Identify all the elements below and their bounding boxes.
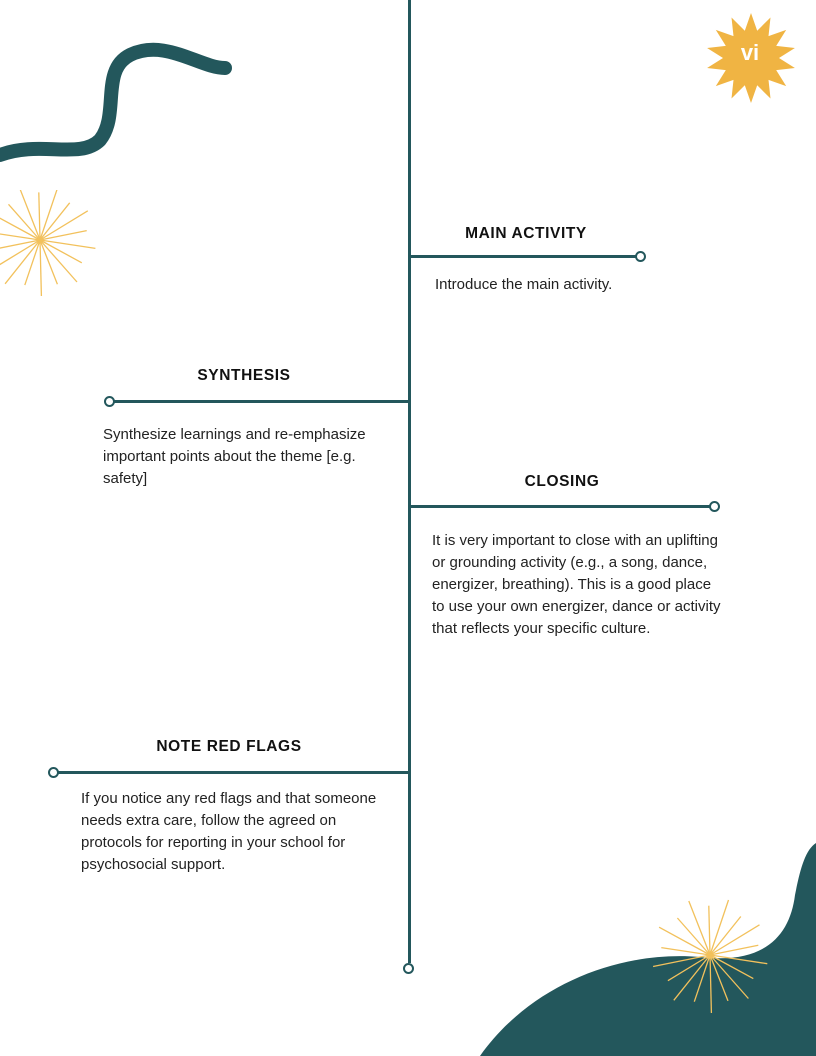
connector-line (114, 400, 408, 403)
section-body-synthesis: Synthesize learnings and re-emphasize important points about the theme [e.g. safety] (103, 426, 366, 487)
sparkle-ray (677, 918, 710, 955)
sparkle-ray (710, 955, 711, 1013)
sparkle-burst-icon (0, 190, 110, 300)
sparkle-ray (39, 192, 40, 240)
sparkle-ray (689, 901, 710, 955)
timeline-end-dot (403, 963, 414, 974)
sparkle-ray (0, 240, 40, 251)
sparkle-ray (694, 955, 710, 1002)
timeline-axis (408, 0, 411, 963)
connector-dot (709, 501, 720, 512)
wave-decoration (0, 0, 260, 190)
sparkle-ray (9, 204, 41, 240)
sparkle-ray (40, 240, 41, 296)
section-title-closing: CLOSING (524, 473, 600, 490)
connector-line (411, 505, 711, 508)
sparkle-ray (710, 900, 729, 955)
sparkle-ray (40, 190, 58, 240)
section-title-main-activity: MAIN ACTIVITY (465, 225, 587, 242)
section-title-synthesis: SYNTHESIS (197, 367, 291, 384)
connector-dot (48, 767, 59, 778)
sparkle-ray (40, 240, 77, 282)
page-number: vi (740, 40, 760, 65)
connector-line (411, 255, 637, 258)
sparkle-ray (25, 240, 40, 285)
connector-dot (104, 396, 115, 407)
sparkle-ray (710, 955, 748, 999)
sparkle-ray (710, 955, 728, 1001)
section-body-closing: It is very important to close with an uplifting or grounding activity (e.g., a song, dance, energizer, breathing). This is a good place to use your own energizer, dance or activity that reflects your specific culture. (432, 532, 721, 637)
section-title-red-flags: NOTE RED FLAGS (156, 738, 302, 755)
section-body-main-activity: Introduce the main activity. (435, 276, 613, 293)
sparkle-ray (709, 906, 710, 955)
sparkle-burst-icon (640, 895, 780, 1020)
connector-line (58, 771, 408, 774)
sparkle-ray (40, 240, 57, 284)
section-body-red-flags: If you notice any red flags and that someone needs extra care, follow the agreed on protocols for reporting in your school for psychosocial support. (81, 790, 377, 873)
connector-dot (635, 251, 646, 262)
sparkle-ray (20, 190, 40, 240)
